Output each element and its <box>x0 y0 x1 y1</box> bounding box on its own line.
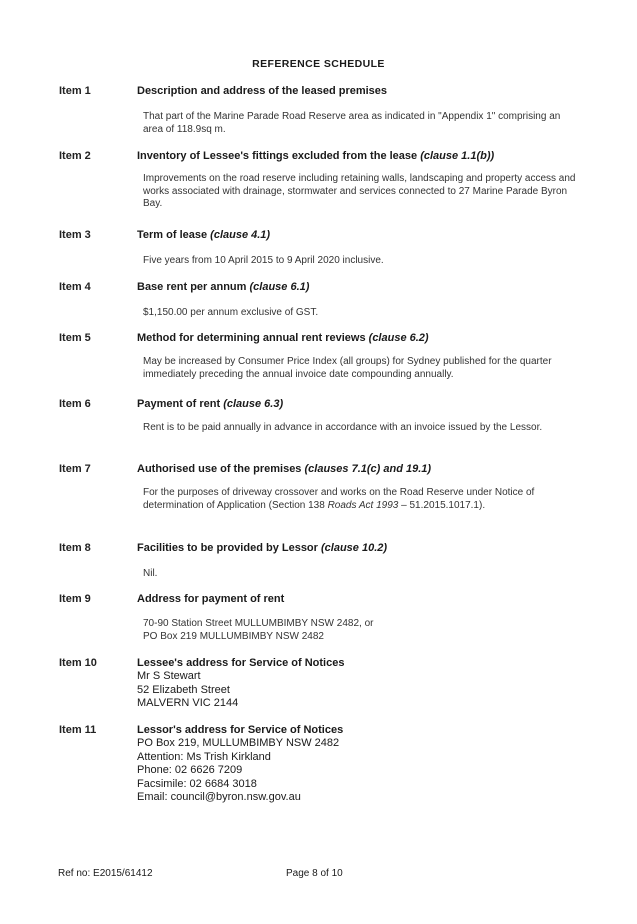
page-number: Page 8 of 10 <box>286 868 343 879</box>
item-heading: Method for determining annual rent reviews (clause 6.2) <box>137 332 429 344</box>
item-heading: Inventory of Lessee's fittings excluded from the lease (clause 1.1(b)) <box>137 150 495 162</box>
item-body: May be increased by Consumer Price Index (all groups) for Sydney published for the quarter immediately preceding the annual invoice date compounding annually. <box>143 356 552 380</box>
item-heading: Address for payment of rent <box>137 593 285 605</box>
address-line: MALVERN VIC 2144 <box>137 697 239 709</box>
address-line: 70-90 Station Street MULLUMBIMBY NSW 2482, or <box>143 618 374 629</box>
address-line: PO Box 219, MULLUMBIMBY NSW 2482 <box>137 737 340 749</box>
item-heading: Payment of rent (clause 6.3) <box>137 398 284 410</box>
item-body: For the purposes of driveway crossover and works on the Road Reserve under Notice of determination of Application (Section 138 Roads Act 1993 – 51.2015.1017.1). <box>143 487 535 511</box>
item-label: Item 10 <box>59 657 97 669</box>
item-heading: Lessee's address for Service of Notices <box>137 657 345 669</box>
item-address <box>137 670 577 711</box>
item-body: Nil. <box>143 568 158 579</box>
item-label: Item 11 <box>59 724 97 736</box>
address-line: Attention: Ms Trish Kirkland <box>137 750 271 763</box>
item-label: Item 2 <box>59 150 91 162</box>
item-heading: Base rent per annum (clause 6.1) <box>137 281 310 293</box>
item-heading: Lessor's address for Service of Notices <box>137 724 344 736</box>
item-heading: Authorised use of the premises (clauses 7.1(c) and 19.1) <box>137 463 432 475</box>
item-heading: Term of lease (clause 4.1) <box>137 229 271 241</box>
reference-number: Ref no: E2015/61412 <box>58 868 153 879</box>
item-body: That part of the Marine Parade Road Reserve area as indicated in "Appendix 1" comprising an area of 118.9sq m. <box>143 111 561 135</box>
item-heading: Description and address of the leased premises <box>137 85 388 97</box>
item-address <box>137 737 577 805</box>
item-body: Rent is to be paid annually in advance in accordance with an invoice issued by the Lessor. <box>143 422 543 433</box>
address-line: 52 Elizabeth Street <box>137 683 230 696</box>
item-label: Item 1 <box>59 85 91 97</box>
item-heading: Facilities to be provided by Lessor (clause 10.2) <box>137 542 388 554</box>
address-line: Mr S Stewart <box>137 670 201 682</box>
address-line: Facsimile: 02 6684 3018 <box>137 777 257 790</box>
item-label: Item 7 <box>59 463 91 475</box>
item-body: Five years from 10 April 2015 to 9 April 2020 inclusive. <box>143 255 384 266</box>
page-title: REFERENCE SCHEDULE <box>252 58 385 70</box>
item-body: $1,150.00 per annum exclusive of GST. <box>143 307 319 318</box>
item-label: Item 5 <box>59 332 91 344</box>
address-line: PO Box 219 MULLUMBIMBY NSW 2482 <box>143 630 324 642</box>
item-body: Improvements on the road reserve including retaining walls, landscaping and property access and works associated with drainage, stormwater and services connected to 27 Marine Parade Byron Bay. <box>143 173 576 209</box>
item-label: Item 9 <box>59 593 91 605</box>
item-label: Item 8 <box>59 542 91 554</box>
address-line: Phone: 02 6626 7209 <box>137 764 243 776</box>
item-label: Item 6 <box>59 398 91 410</box>
item-address <box>143 618 583 643</box>
item-label: Item 3 <box>59 229 91 241</box>
email-line: Email: council@byron.nsw.gov.au <box>137 791 301 803</box>
item-label: Item 4 <box>59 281 91 293</box>
